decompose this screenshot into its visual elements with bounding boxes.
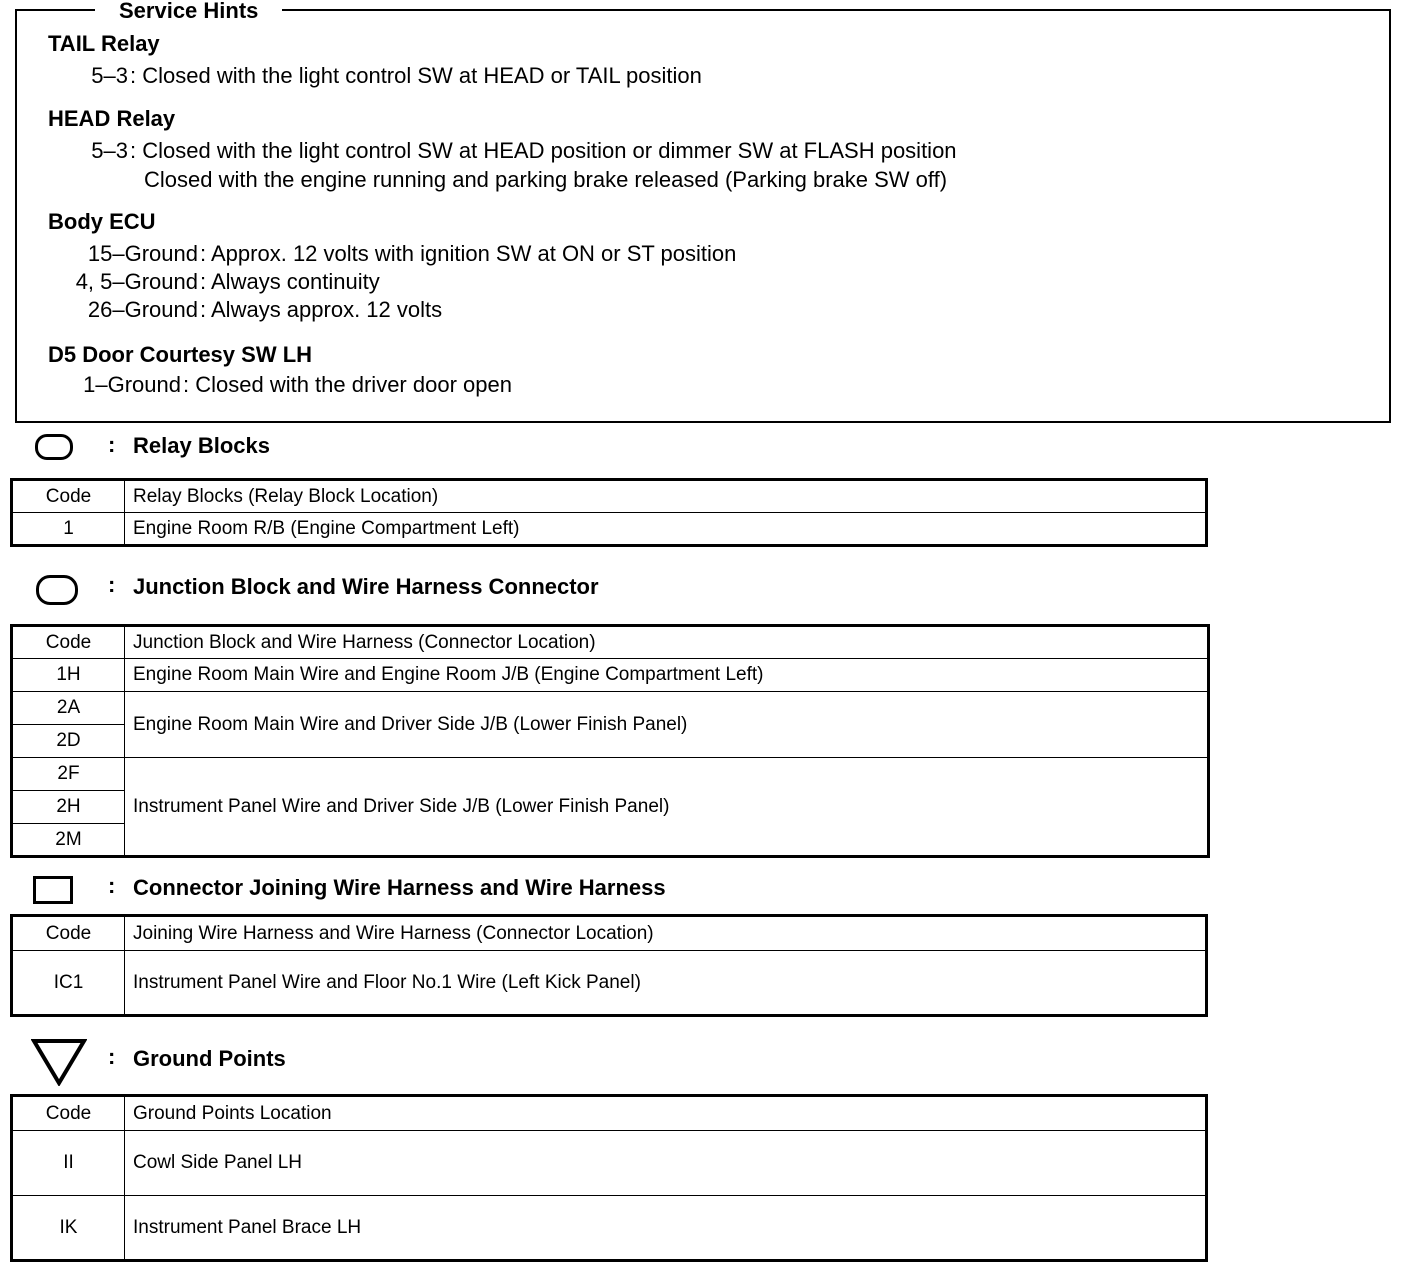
door-courtesy-term: 1–Ground xyxy=(83,372,181,397)
code-cell: 2A xyxy=(12,692,125,725)
tail-relay-term: 5–3 xyxy=(91,63,128,88)
body-ecu-term: 26–Ground xyxy=(87,297,198,322)
desc-cell: Instrument Panel Wire and Floor No.1 Wire (Left Kick Panel) xyxy=(125,951,1207,1016)
junction-blocks-colon: : xyxy=(108,572,116,597)
table-row xyxy=(12,513,1207,546)
desc-header: Junction Block and Wire Harness (Connector Location) xyxy=(125,626,1209,659)
desc-header: Ground Points Location xyxy=(125,1096,1207,1131)
door-courtesy-heading: D5 Door Courtesy SW LH xyxy=(48,342,313,367)
ground-points-table xyxy=(10,1094,1208,1262)
relay-blocks-colon: : xyxy=(108,432,116,457)
triangle-down-icon xyxy=(31,1038,87,1086)
ground-points-colon: : xyxy=(108,1044,116,1069)
junction-blocks-table xyxy=(10,624,1210,858)
body-ecu-desc: : Always approx. 12 volts xyxy=(200,297,443,322)
body-ecu-term: 4, 5–Ground xyxy=(75,269,198,294)
code-cell: IC1 xyxy=(12,951,125,1016)
rectangle-icon xyxy=(33,876,73,904)
tail-relay-desc: : Closed with the light control SW at HEAD or TAIL position xyxy=(130,63,702,88)
code-cell: 2D xyxy=(12,725,125,758)
table-header-row xyxy=(12,480,1207,513)
connectors-table xyxy=(10,914,1208,1017)
code-header: Code xyxy=(12,1096,125,1131)
tail-relay-heading: TAIL Relay xyxy=(48,31,160,56)
door-courtesy-item xyxy=(17,372,1387,398)
table-row xyxy=(12,692,1209,725)
head-relay-item xyxy=(17,138,1387,164)
code-cell: 2M xyxy=(12,824,125,857)
body-ecu-desc: : Always continuity xyxy=(200,269,380,294)
code-cell: 2H xyxy=(12,791,125,824)
connectors-colon: : xyxy=(108,873,116,898)
code-header: Code xyxy=(12,916,125,951)
head-relay-item xyxy=(17,167,1387,193)
table-row xyxy=(12,1131,1207,1196)
body-ecu-item xyxy=(17,241,1387,267)
desc-cell: Cowl Side Panel LH xyxy=(125,1131,1207,1196)
oval-icon xyxy=(36,575,78,605)
head-relay-desc: : Closed with the light control SW at HEAD position or dimmer SW at FLASH position xyxy=(130,138,957,163)
desc-header: Joining Wire Harness and Wire Harness (Connector Location) xyxy=(125,916,1207,951)
relay-blocks-label: Relay Blocks xyxy=(133,433,270,458)
desc-cell: Engine Room Main Wire and Driver Side J/B (Lower Finish Panel) xyxy=(125,692,1209,758)
service-hints-box xyxy=(15,0,1391,423)
connectors-label: Connector Joining Wire Harness and Wire Harness xyxy=(133,875,666,900)
body-ecu-term: 15–Ground xyxy=(87,241,198,266)
service-hints-title: Service Hints xyxy=(95,0,282,23)
desc-cell: Engine Room Main Wire and Engine Room J/B (Engine Compartment Left) xyxy=(125,659,1209,692)
ground-points-label: Ground Points xyxy=(133,1046,286,1071)
oval-icon xyxy=(35,434,73,460)
table-header-row xyxy=(12,626,1209,659)
table-row xyxy=(12,951,1207,1016)
door-courtesy-desc: : Closed with the driver door open xyxy=(183,372,512,397)
table-row xyxy=(12,758,1209,791)
body-ecu-heading: Body ECU xyxy=(48,209,156,234)
table-header-row xyxy=(12,1096,1207,1131)
body-ecu-item xyxy=(17,297,1387,323)
table-row xyxy=(12,659,1209,692)
head-relay-term: 5–3 xyxy=(91,138,128,163)
code-cell: II xyxy=(12,1131,125,1196)
code-header: Code xyxy=(12,480,125,513)
code-cell: IK xyxy=(12,1196,125,1261)
code-cell: 1 xyxy=(12,513,125,546)
desc-cell: Instrument Panel Wire and Driver Side J/B (Lower Finish Panel) xyxy=(125,758,1209,857)
desc-cell: Engine Room R/B (Engine Compartment Left) xyxy=(125,513,1207,546)
relay-blocks-table xyxy=(10,478,1208,547)
head-relay-desc: Closed with the engine running and parking brake released (Parking brake SW off) xyxy=(144,167,948,192)
code-header: Code xyxy=(12,626,125,659)
desc-header: Relay Blocks (Relay Block Location) xyxy=(125,480,1207,513)
table-row xyxy=(12,1196,1207,1261)
body-ecu-desc: : Approx. 12 volts with ignition SW at ON or ST position xyxy=(200,241,737,266)
code-cell: 1H xyxy=(12,659,125,692)
code-cell: 2F xyxy=(12,758,125,791)
junction-blocks-label: Junction Block and Wire Harness Connector xyxy=(133,574,599,599)
body-ecu-item xyxy=(17,269,1387,295)
table-header-row xyxy=(12,916,1207,951)
desc-cell: Instrument Panel Brace LH xyxy=(125,1196,1207,1261)
tail-relay-item xyxy=(17,63,1387,89)
head-relay-heading: HEAD Relay xyxy=(48,106,176,131)
